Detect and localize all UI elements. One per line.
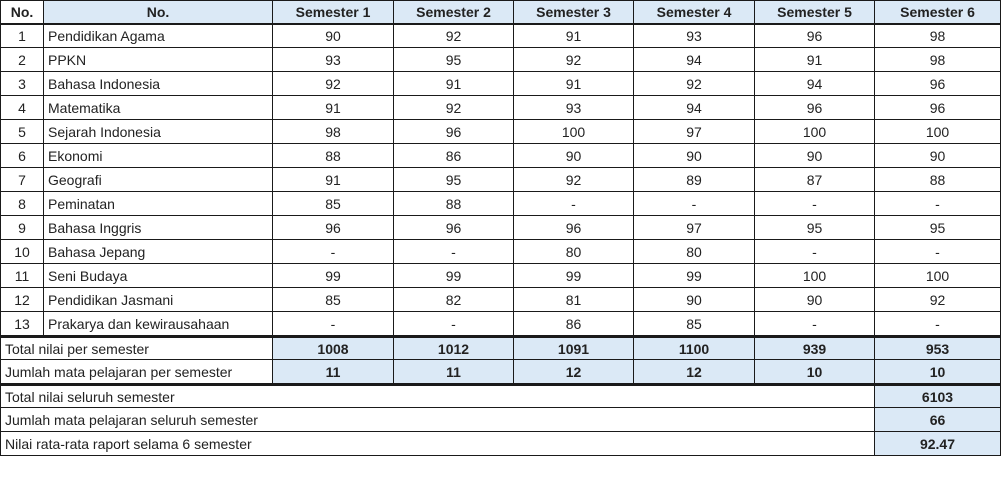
grade-semester-1: 85 (273, 192, 394, 216)
grade-semester-2: 95 (394, 168, 514, 192)
grade-semester-3: 92 (514, 48, 634, 72)
subject-name: Bahasa Jepang (44, 240, 273, 264)
grade-semester-5: - (755, 240, 875, 264)
grade-semester-5: 96 (755, 96, 875, 120)
grade-semester-3: 91 (514, 72, 634, 96)
grade-semester-1: 85 (273, 288, 394, 312)
table-row (0, 288, 1001, 312)
grade-semester-1: 93 (273, 48, 394, 72)
table-row (0, 240, 1001, 264)
grade-semester-3: 80 (514, 240, 634, 264)
grade-semester-6: 95 (875, 216, 1001, 240)
subject-name: Geografi (44, 168, 273, 192)
subject-name: Seni Budaya (44, 264, 273, 288)
grade-semester-1: 96 (273, 216, 394, 240)
summary-body (0, 336, 1001, 456)
subject-name: Pendidikan Agama (44, 24, 273, 48)
subjects-semester-3: 12 (514, 360, 634, 384)
grade-semester-6: 92 (875, 288, 1001, 312)
table-row (0, 312, 1001, 336)
row-number: 13 (0, 312, 44, 336)
row-number: 1 (0, 24, 44, 48)
grade-semester-2: 88 (394, 192, 514, 216)
grade-semester-2: 96 (394, 120, 514, 144)
row-number: 3 (0, 72, 44, 96)
table-row (0, 120, 1001, 144)
header-semester-4: Semester 4 (634, 0, 755, 24)
total-semester-6: 953 (875, 336, 1001, 360)
grade-semester-6: 98 (875, 24, 1001, 48)
table-row (0, 48, 1001, 72)
subject-name: Pendidikan Jasmani (44, 288, 273, 312)
subject-name: Bahasa Indonesia (44, 72, 273, 96)
grade-semester-6: - (875, 240, 1001, 264)
grade-semester-3: 86 (514, 312, 634, 336)
subject-name: Matematika (44, 96, 273, 120)
row-number: 12 (0, 288, 44, 312)
grade-semester-1: 88 (273, 144, 394, 168)
row-number: 6 (0, 144, 44, 168)
row-number: 10 (0, 240, 44, 264)
grade-semester-2: 86 (394, 144, 514, 168)
grade-semester-2: - (394, 312, 514, 336)
grade-semester-6: 96 (875, 72, 1001, 96)
grade-semester-1: 99 (273, 264, 394, 288)
grade-semester-3: 100 (514, 120, 634, 144)
grade-semester-4: 93 (634, 24, 755, 48)
total-per-semester-row (0, 336, 1001, 360)
table-row (0, 144, 1001, 168)
header-subject: No. (44, 0, 273, 24)
subjects-all-label: Jumlah mata pelajaran seluruh semester (0, 408, 875, 432)
grade-semester-3: 99 (514, 264, 634, 288)
average-row (0, 432, 1001, 456)
table-row (0, 216, 1001, 240)
table-row (0, 264, 1001, 288)
total-all-label: Total nilai seluruh semester (0, 384, 875, 408)
grade-semester-5: 87 (755, 168, 875, 192)
header-semester-2: Semester 2 (394, 0, 514, 24)
total-semester-4: 1100 (634, 336, 755, 360)
row-number: 5 (0, 120, 44, 144)
row-number: 2 (0, 48, 44, 72)
grade-semester-6: - (875, 192, 1001, 216)
total-semester-1: 1008 (273, 336, 394, 360)
grade-semester-5: 91 (755, 48, 875, 72)
grade-semester-1: - (273, 312, 394, 336)
grade-semester-4: 89 (634, 168, 755, 192)
grade-semester-2: 99 (394, 264, 514, 288)
grade-semester-5: 94 (755, 72, 875, 96)
grade-semester-3: 81 (514, 288, 634, 312)
average-label: Nilai rata-rata raport selama 6 semester (0, 432, 875, 456)
grade-semester-1: 91 (273, 96, 394, 120)
table-row (0, 24, 1001, 48)
subjects-all-row (0, 408, 1001, 432)
grade-semester-5: 90 (755, 144, 875, 168)
grade-semester-3: - (514, 192, 634, 216)
grade-semester-6: 98 (875, 48, 1001, 72)
grade-semester-2: 91 (394, 72, 514, 96)
subject-name: PPKN (44, 48, 273, 72)
grade-semester-1: - (273, 240, 394, 264)
subjects-per-semester-row (0, 360, 1001, 384)
grade-semester-3: 90 (514, 144, 634, 168)
grade-semester-2: - (394, 240, 514, 264)
grade-semester-1: 90 (273, 24, 394, 48)
subjects-all-value: 66 (875, 408, 1001, 432)
grade-semester-3: 91 (514, 24, 634, 48)
grade-semester-3: 96 (514, 216, 634, 240)
header-semester-3: Semester 3 (514, 0, 634, 24)
grade-semester-5: 100 (755, 264, 875, 288)
total-semester-3: 1091 (514, 336, 634, 360)
grade-semester-2: 92 (394, 24, 514, 48)
subjects-semester-1: 11 (273, 360, 394, 384)
row-number: 11 (0, 264, 44, 288)
table-row (0, 96, 1001, 120)
row-number: 4 (0, 96, 44, 120)
grade-semester-4: 90 (634, 288, 755, 312)
grade-semester-6: 88 (875, 168, 1001, 192)
grade-semester-4: 99 (634, 264, 755, 288)
grade-semester-4: 90 (634, 144, 755, 168)
grade-semester-5: - (755, 312, 875, 336)
subjects-semester-6: 10 (875, 360, 1001, 384)
table-row (0, 72, 1001, 96)
grade-semester-5: - (755, 192, 875, 216)
subject-name: Sejarah Indonesia (44, 120, 273, 144)
grade-semester-2: 95 (394, 48, 514, 72)
grade-semester-4: 85 (634, 312, 755, 336)
grade-semester-5: 96 (755, 24, 875, 48)
grade-semester-3: 92 (514, 168, 634, 192)
average-value: 92.47 (875, 432, 1001, 456)
subject-name: Prakarya dan kewirausahaan (44, 312, 273, 336)
subjects-semester-4: 12 (634, 360, 755, 384)
grade-semester-3: 93 (514, 96, 634, 120)
grade-semester-4: 94 (634, 48, 755, 72)
grade-semester-2: 96 (394, 216, 514, 240)
grade-semester-6: 100 (875, 264, 1001, 288)
total-all-value: 6103 (875, 384, 1001, 408)
grade-semester-6: 100 (875, 120, 1001, 144)
grade-semester-4: 94 (634, 96, 755, 120)
row-number: 9 (0, 216, 44, 240)
total-per-semester-label: Total nilai per semester (0, 336, 273, 360)
grade-semester-4: 97 (634, 216, 755, 240)
grade-body (0, 24, 1001, 336)
grade-semester-4: 80 (634, 240, 755, 264)
header-semester-1: Semester 1 (273, 0, 394, 24)
row-number: 8 (0, 192, 44, 216)
total-all-row (0, 384, 1001, 408)
subjects-per-semester-label: Jumlah mata pelajaran per semester (0, 360, 273, 384)
header-row (0, 0, 1001, 24)
header-semester-6: Semester 6 (875, 0, 1001, 24)
subjects-semester-2: 11 (394, 360, 514, 384)
subject-name: Ekonomi (44, 144, 273, 168)
grade-semester-4: - (634, 192, 755, 216)
subjects-semester-5: 10 (755, 360, 875, 384)
grade-semester-5: 90 (755, 288, 875, 312)
grade-semester-1: 91 (273, 168, 394, 192)
grade-semester-6: 96 (875, 96, 1001, 120)
header-semester-5: Semester 5 (755, 0, 875, 24)
grade-semester-6: - (875, 312, 1001, 336)
grade-semester-2: 92 (394, 96, 514, 120)
subject-name: Peminatan (44, 192, 273, 216)
table-row (0, 168, 1001, 192)
grade-semester-5: 100 (755, 120, 875, 144)
header-no: No. (0, 0, 44, 24)
grade-semester-4: 97 (634, 120, 755, 144)
total-semester-2: 1012 (394, 336, 514, 360)
grade-semester-1: 92 (273, 72, 394, 96)
row-number: 7 (0, 168, 44, 192)
grade-semester-5: 95 (755, 216, 875, 240)
grade-semester-1: 98 (273, 120, 394, 144)
grade-semester-6: 90 (875, 144, 1001, 168)
table-row (0, 192, 1001, 216)
total-semester-5: 939 (755, 336, 875, 360)
grade-semester-2: 82 (394, 288, 514, 312)
subject-name: Bahasa Inggris (44, 216, 273, 240)
grade-semester-4: 92 (634, 72, 755, 96)
